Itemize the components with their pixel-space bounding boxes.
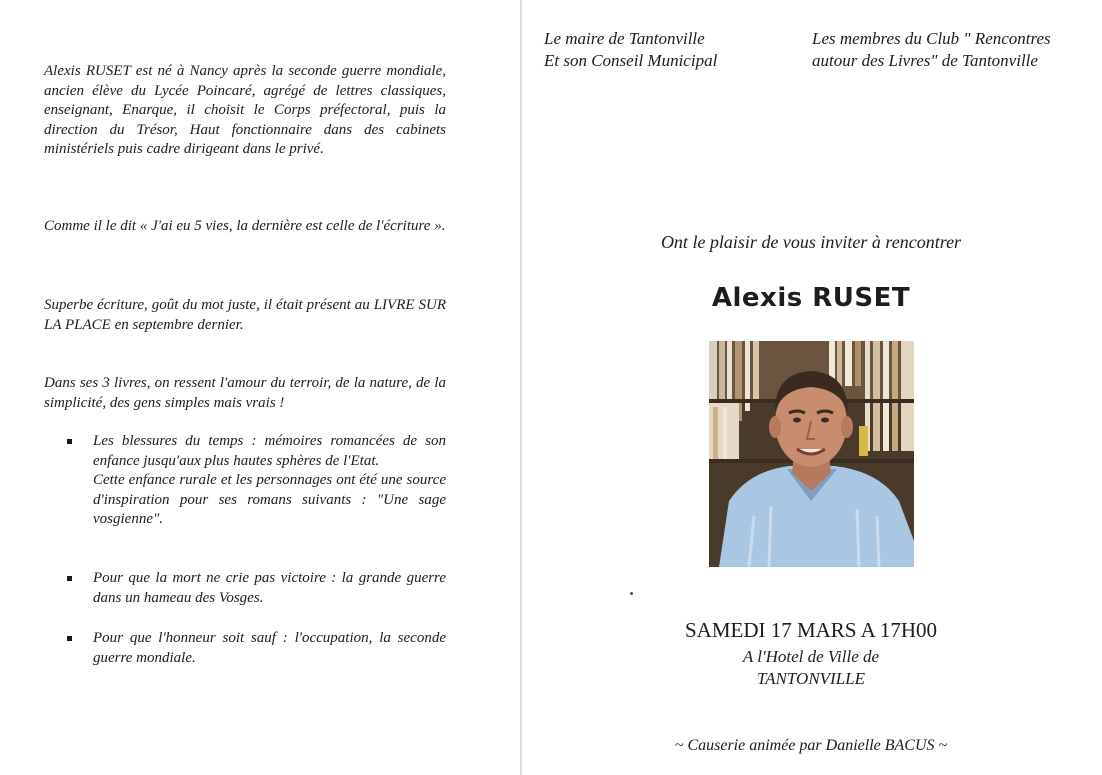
host-mayor-line: Le maire de Tantonville xyxy=(544,29,705,48)
causerie-footer: ~ Causerie animée par Danielle BACUS ~ xyxy=(674,737,948,754)
right-page xyxy=(544,0,1102,775)
style-paragraph: Superbe écriture, goût du mot juste, il était présent au LIVRE SUR LA PLACE en septembre dernier. xyxy=(44,297,446,333)
venue-line: A l'Hotel de Ville de xyxy=(742,647,880,666)
bio-paragraph: Alexis RUSET est né à Nancy après la seconde guerre mondiale, ancien élève du Lycée Poincaré, agrégé de lettres classiques, enseignant, Enarque, il choisit le Corps préfectoral, puis la direction du Trésor, Haut fonctionnaire dans des cabinets ministériels puis cadre dirigeant dans le privé. xyxy=(44,63,446,157)
books-intro-paragraph: Dans ses 3 livres, on ressent l'amour du terroir, de la nature, de la simplicité, des gens simples mais vrais ! xyxy=(44,375,446,411)
book-description: Pour que la mort ne crie pas victoire : la grande guerre dans un hameau des Vosges. xyxy=(93,570,446,606)
book-description: Les blessures du temps : mémoires romancées de son enfance jusqu'aux plus hautes sphères de l'Etat. xyxy=(93,433,446,469)
host-mayor-line: Et son Conseil Municipal xyxy=(544,51,718,70)
bullet-square-icon xyxy=(67,439,72,444)
invitation-text: Ont le plaisir de vous inviter à rencontrer xyxy=(660,232,962,252)
book-item xyxy=(66,569,446,608)
book-item xyxy=(66,432,446,530)
host-club xyxy=(812,28,1051,72)
venue-town: TANTONVILLE xyxy=(756,669,866,688)
book-note: Cette enfance rurale et les personnages ont été une source d'inspiration pour ses romans suivants : "Une sage vosgienne". xyxy=(93,472,446,527)
event-date: SAMEDI 17 MARS A 17H00 xyxy=(684,618,938,642)
speck xyxy=(630,592,633,595)
bullet-square-icon xyxy=(67,636,72,641)
host-mayor xyxy=(544,28,717,72)
guest-portrait-photo xyxy=(709,341,914,567)
event-venue xyxy=(551,646,1071,690)
guest-name: Alexis RUSET xyxy=(711,283,911,313)
book-list xyxy=(66,432,446,666)
bullet-square-icon xyxy=(67,576,72,581)
quote-paragraph: Comme il le dit « J'ai eu 5 vies, la dernière est celle de l'écriture ». xyxy=(44,218,446,234)
host-club-line: autour des Livres" de Tantonville xyxy=(812,51,1038,70)
host-club-line: Les membres du Club " Rencontres xyxy=(812,29,1051,48)
book-item xyxy=(66,629,446,668)
book-description: Pour que l'honneur soit sauf : l'occupation, la seconde guerre mondiale. xyxy=(93,630,446,666)
